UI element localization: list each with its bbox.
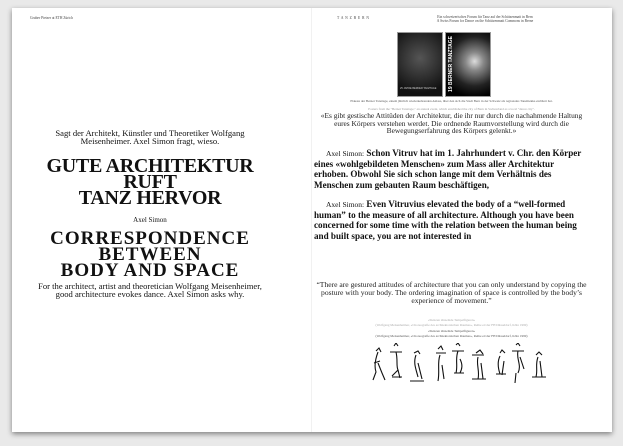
poster-text: 25 JAHRE BERNER TANZTAGE — [400, 87, 437, 90]
header-right-de: Ein schweizerisches Forum für Tanz auf der Schützenmatt in Bern — [437, 15, 533, 19]
poster-caption-en: Posters from the "Berner Tanztage," an annual event, which established the city of Bern in Switzerland as a local "dance city". — [368, 107, 535, 111]
dancer-sketches-image — [366, 343, 566, 389]
figure-caption-1-repeat: «Skizzen tänzelnde Tempelfiguren» — [427, 329, 476, 333]
title-en — [30, 228, 270, 281]
question-text: Even Vitruvius elevated the body of a “well-formed human” to the measure of all architecture. Although you have been concerned for some time with the relation between the human being and built space, you are not interested in — [314, 199, 577, 241]
figure-caption-1: «Skizzen tänzelnde Tempelfiguren» — [427, 318, 476, 322]
dancer-sketch — [410, 351, 424, 381]
dancer-sketch — [390, 343, 402, 378]
poster-image-2 — [445, 32, 491, 97]
title-line: GUTE ARCHITEKTUR — [46, 155, 254, 177]
page-fold — [311, 8, 312, 432]
figure-caption-2: (Wolfgang Meisenheimer, «Choreografie des architektonischen Raumes», Reihe ed der FH Düsseldorf, Köln 1999) — [375, 323, 528, 327]
title-line: CORRESPONDENCE — [50, 228, 250, 249]
speaker: Axel Simon: — [326, 149, 365, 158]
title-line: TANZ HERVOR — [78, 187, 222, 209]
dancer-sketch — [472, 350, 486, 379]
running-header-center: T A N Z B E R N — [337, 16, 370, 20]
intro-en: For the architect, artist and theoretician Wolfgang Meisenheimer, good architecture evokes dance. Axel Simon asks why. — [38, 281, 262, 300]
intro-de: Sagt der Architekt, Künstler und Theoretiker Wolfgang Meisenheimer. Axel Simon fragt, wieso. — [55, 128, 245, 147]
quote-de: «Es gibt gestische Attitüden der Architektur, die ihr nur durch die nachahmende Haltung eures Körpers verstehen werdet. Die ordnende Raumvorstellung wird durch die Bewegungserfahrung des Körpers gelenkt.» — [320, 111, 583, 136]
poster-image-1 — [397, 32, 443, 97]
title-line: BODY AND SPACE — [60, 260, 240, 281]
title-line: RUFT — [123, 171, 177, 193]
quote-en: “There are gestured attitudes of architecture that you can only understand by copying the posture with your body. The ordering imagination of space is controlled by the body’s experience of movement.” — [316, 280, 587, 305]
poster-text: 19 BERNER TANZTAGE — [448, 36, 454, 92]
poster-caption-de: Plakate der Berner Tanztage, einem jährlich wiederkehrenden Anlass, über den sich die Stadt Bern in der Schweiz als regionales Tanzmekka etabliert hat. — [350, 99, 553, 103]
question-de — [314, 148, 589, 190]
dancer-sketch — [512, 343, 524, 383]
title-de — [30, 155, 270, 209]
dancer-sketch — [373, 348, 385, 380]
dancer-sketch — [436, 346, 446, 381]
running-header-right — [410, 15, 560, 23]
dancer-sketch — [452, 343, 464, 373]
title-line: BETWEEN — [98, 244, 202, 265]
header-right-en: A Swiss Forum for Dance on the Schützenmatt Commons in Berne — [436, 19, 534, 23]
question-text: Schon Vitruv hat im 1. Jahrhundert v. Chr. den Körper eines «wohlgebildeten Menschen» zum Mass aller Architektur erhoben. Obwohl Sie sich schon lange mit dem Verhältnis des Menschen zum gebauten Raum beschäftigen, — [314, 148, 582, 190]
dancer-sketch — [532, 352, 546, 377]
author: Axel Simon — [133, 216, 167, 224]
running-header-left: Gruber Pietzer at ETH Zürich — [30, 16, 73, 20]
figure-caption-2-repeat: (Wolfgang Meisenheimer, «Choreografie des architektonischen Raumes», Reihe ed der FH Düsseldorf, Köln 1999) — [375, 334, 528, 338]
question-en — [314, 199, 589, 241]
dancer-sketch — [496, 350, 506, 375]
speaker: Axel Simon: — [326, 200, 365, 209]
